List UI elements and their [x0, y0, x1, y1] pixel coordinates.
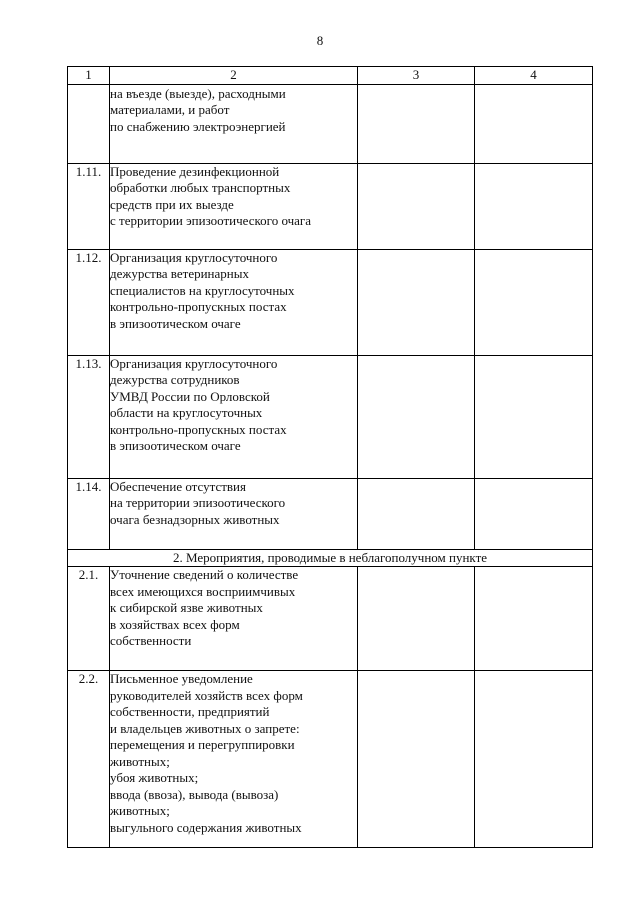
- text-line: всех имеющихся восприимчивых: [110, 583, 296, 599]
- header-col-4: 4: [475, 67, 593, 85]
- text-line: в эпизоотическом очаге: [110, 315, 241, 331]
- text-line: собственности, предприятий: [110, 704, 270, 719]
- text-line: в хозяйствах всех форм: [110, 616, 240, 632]
- section-row: [68, 549, 593, 567]
- table-row: [68, 478, 593, 549]
- text-line: Проведение дезинфекционной: [110, 163, 280, 179]
- empty-cell: [475, 355, 593, 478]
- text-line: Организация круглосуточного: [110, 249, 278, 265]
- text-line: убоя животных;: [110, 770, 199, 785]
- empty-cell: [358, 478, 475, 549]
- text-line: собственности: [110, 633, 192, 648]
- empty-cell: [475, 84, 593, 163]
- row-number: 1.13.: [68, 355, 110, 478]
- text-line: дежурства сотрудников: [110, 372, 240, 387]
- text-line: Организация круглосуточного: [110, 355, 278, 371]
- text-line: животных;: [110, 803, 170, 818]
- measure-text-cell: [110, 84, 358, 163]
- empty-cell: [475, 163, 593, 249]
- row-number: 1.14.: [68, 478, 110, 549]
- measures-table: [67, 66, 593, 848]
- table-row: [68, 671, 593, 848]
- empty-cell: [358, 671, 475, 848]
- text-line: в эпизоотическом очаге: [110, 438, 241, 453]
- table-row: [68, 249, 593, 355]
- text-line: к сибирской язве животных: [110, 600, 263, 615]
- text-line: руководителей хозяйств всех форм: [110, 687, 303, 703]
- text-line: животных;: [110, 753, 170, 769]
- table-header-row: [68, 67, 593, 85]
- text-line: Обеспечение отсутствия: [110, 478, 246, 494]
- table-row: [68, 84, 593, 163]
- text-line: на территории эпизоотического: [110, 495, 286, 510]
- text-line: средств при их выезде: [110, 196, 234, 212]
- measure-text-cell: [110, 478, 358, 549]
- text-line: контрольно-пропускных постах: [110, 299, 287, 314]
- table-row: [68, 567, 593, 671]
- text-line: выгульного содержания животных: [110, 819, 302, 835]
- empty-cell: [475, 567, 593, 671]
- header-col-3: 3: [358, 67, 475, 85]
- measure-text-cell: [110, 163, 358, 249]
- text-line: Уточнение сведений о количестве: [110, 567, 299, 582]
- text-line: области на круглосуточных: [110, 405, 263, 420]
- row-number: 2.2.: [68, 671, 110, 848]
- text-line: по снабжению электроэнергией: [110, 118, 286, 134]
- text-line: контрольно-пропускных постах: [110, 421, 287, 437]
- text-line: УМВД России по Орловской: [110, 388, 270, 404]
- empty-cell: [475, 478, 593, 549]
- text-line: специалистов на круглосуточных: [110, 282, 295, 298]
- measure-text-cell: [110, 249, 358, 355]
- row-number: 1.12.: [68, 249, 110, 355]
- header-col-1: 1: [68, 67, 110, 85]
- text-line: на въезде (выезде), расходными: [110, 85, 286, 101]
- empty-cell: [475, 671, 593, 848]
- empty-cell: [358, 249, 475, 355]
- text-line: дежурства ветеринарных: [110, 266, 249, 281]
- text-line: Письменное уведомление: [110, 671, 253, 686]
- table-row: [68, 355, 593, 478]
- text-line: и владельцев животных о запрете:: [110, 720, 300, 736]
- text-line: материалами, и работ: [110, 102, 230, 117]
- row-number: 1.11.: [68, 163, 110, 249]
- section-title: 2. Мероприятия, проводимые в неблагополучном пункте: [68, 549, 593, 567]
- text-line: ввода (ввоза), вывода (вывоза): [110, 786, 279, 802]
- text-line: перемещения и перегруппировки: [110, 737, 295, 752]
- row-number: 2.1.: [68, 567, 110, 671]
- measure-text-cell: [110, 567, 358, 671]
- table-row: [68, 163, 593, 249]
- measure-text-cell: [110, 671, 358, 848]
- empty-cell: [475, 249, 593, 355]
- empty-cell: [358, 163, 475, 249]
- empty-cell: [358, 355, 475, 478]
- page-number: 8: [316, 33, 324, 48]
- text-line: очага безнадзорных животных: [110, 511, 280, 527]
- text-line: обработки любых транспортных: [110, 180, 291, 195]
- row-number-cell: [68, 84, 110, 163]
- measure-text-cell: [110, 355, 358, 478]
- empty-cell: [358, 567, 475, 671]
- header-col-2: 2: [110, 67, 358, 85]
- empty-cell: [358, 84, 475, 163]
- text-line: с территории эпизоотического очага: [110, 213, 312, 228]
